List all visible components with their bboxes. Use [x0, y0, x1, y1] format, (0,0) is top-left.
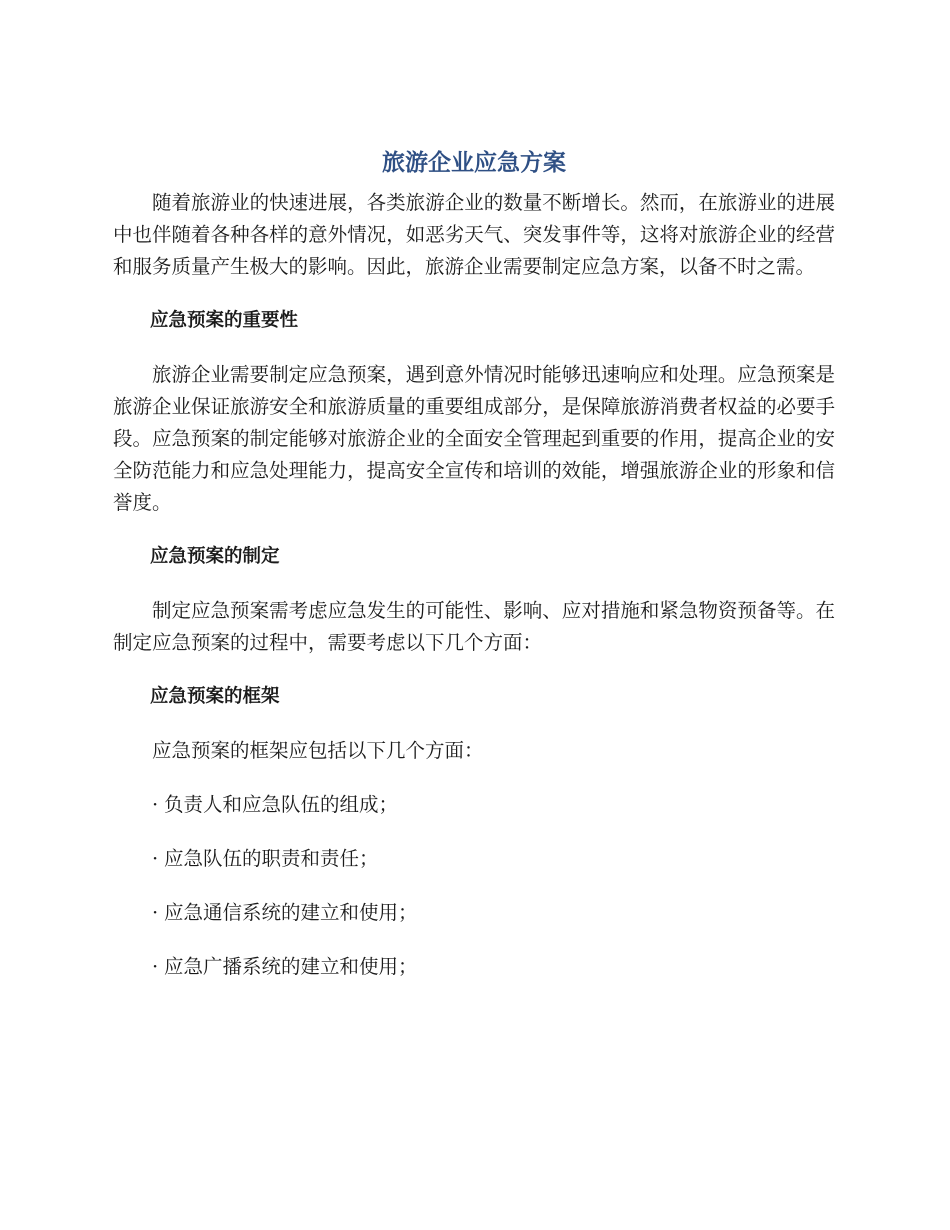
- list-item-text: 应急队伍的职责和责任；: [164, 847, 379, 870]
- list-item-text: 负责人和应急队伍的组成；: [164, 793, 399, 816]
- list-item-text: 应急通信系统的建立和使用；: [164, 901, 418, 924]
- intro-paragraph: 随着旅游业的快速进展，各类旅游企业的数量不断增长。然而，在旅游业的进展中也伴随着各种各样的意外情况，如恶劣天气、突发事件等，这将对旅游企业的经营和服务质量产生极大的影响。因此，旅游企业需要制定应急方案，以备不时之需。: [113, 191, 835, 278]
- bullet-dot-icon: ·: [152, 901, 159, 924]
- section-heading-framework: 应急预案的框架: [150, 686, 280, 707]
- framework-list-intro: 应急预案的框架应包括以下几个方面：: [152, 739, 484, 762]
- list-item: [113, 789, 835, 821]
- section-heading-formulation: 应急预案的制定: [150, 546, 280, 567]
- section-heading-importance: 应急预案的重要性: [150, 310, 299, 331]
- bullet-dot-icon: ·: [152, 955, 159, 978]
- document-title: 旅游企业应急方案: [382, 150, 566, 176]
- bullet-dot-icon: ·: [152, 847, 159, 870]
- list-item: [113, 951, 835, 983]
- list-item-text: 应急广播系统的建立和使用；: [164, 955, 418, 978]
- list-item: [113, 843, 835, 875]
- list-item: [113, 897, 835, 929]
- section-body-formulation: 制定应急预案需考虑应急发生的可能性、影响、应对措施和紧急物资预备等。在制定应急预案的过程中，需要考虑以下几个方面：: [113, 599, 835, 654]
- document-content: [113, 145, 835, 1005]
- section-body-importance: 旅游企业需要制定应急预案，遇到意外情况时能够迅速响应和处理。应急预案是旅游企业保证旅游安全和旅游质量的重要组成部分，是保障旅游消费者权益的必要手段。应急预案的制定能够对旅游企业的全面安全管理起到重要的作用，提高企业的安全防范能力和应急处理能力，提高安全宣传和培训的效能，增强旅游企业的形象和信誉度。: [113, 363, 835, 514]
- framework-bullet-list: [113, 789, 835, 983]
- bullet-dot-icon: ·: [152, 793, 159, 816]
